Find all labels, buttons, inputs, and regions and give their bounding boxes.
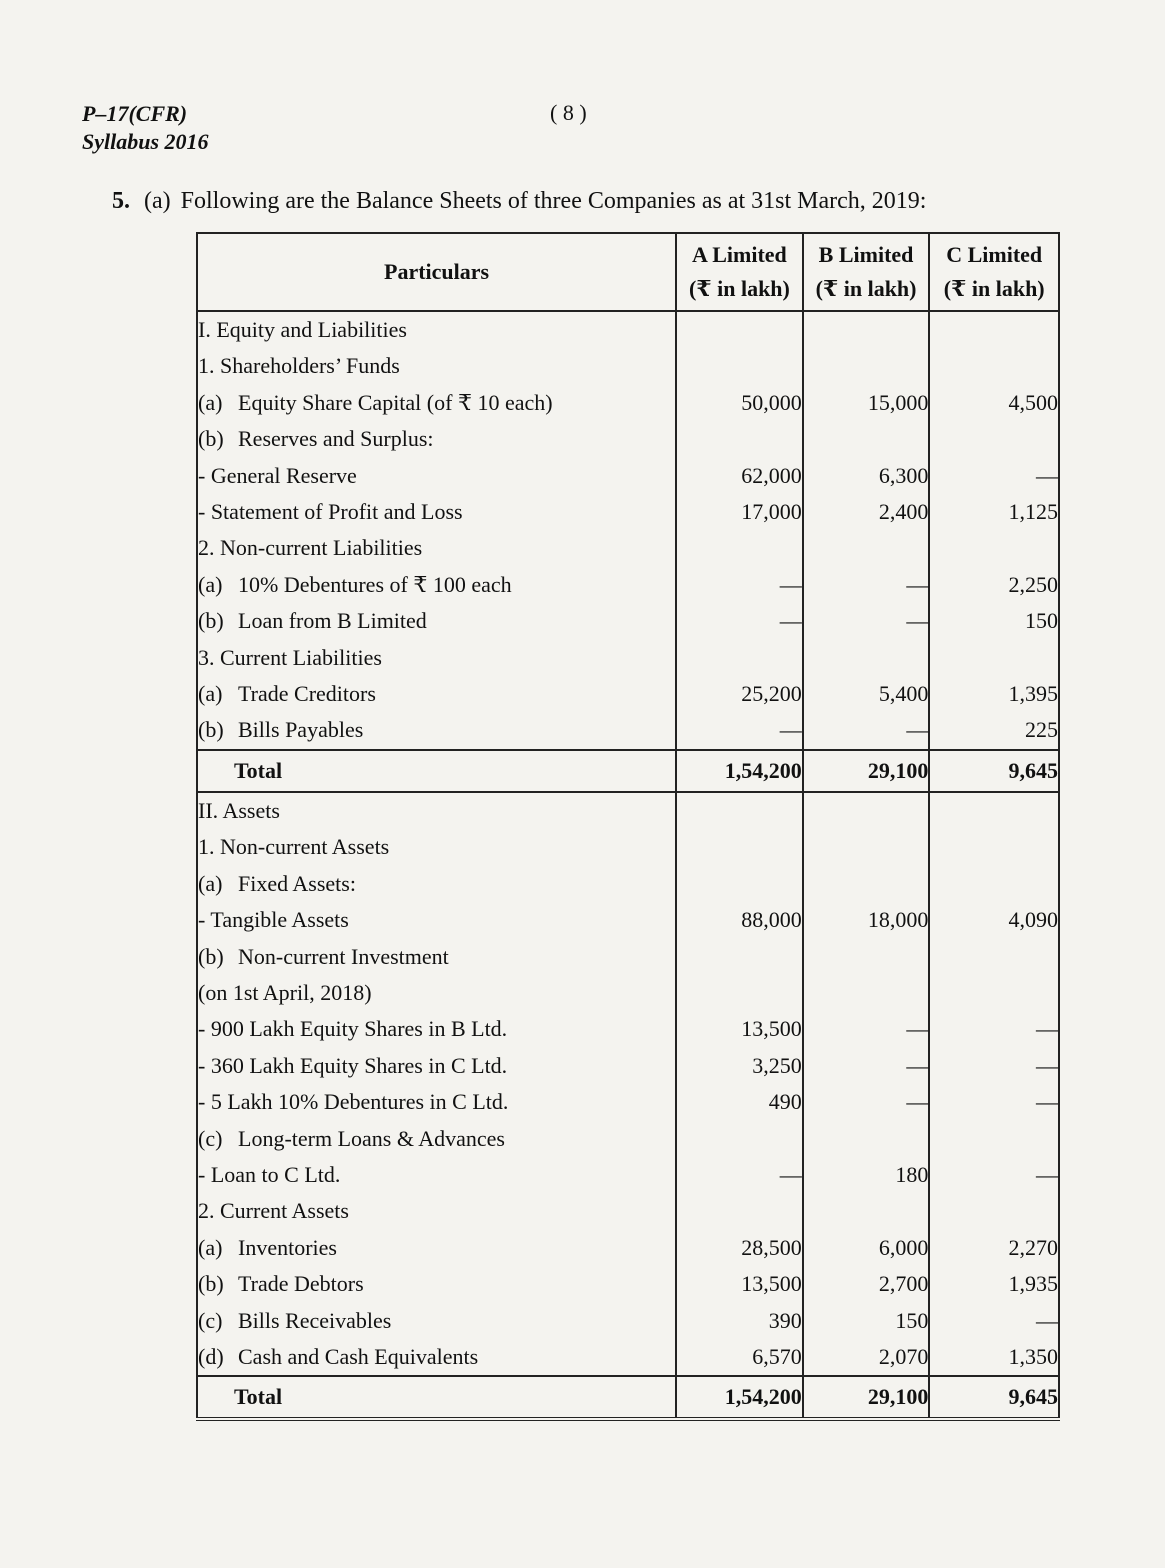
value-a: 6,570: [676, 1339, 803, 1376]
value-b: —: [803, 603, 930, 639]
value-b: [803, 530, 930, 566]
value-b: [803, 975, 930, 1011]
value-a: [676, 792, 803, 829]
value-c: —: [929, 1011, 1059, 1047]
value-b: 2,700: [803, 1266, 930, 1302]
table-row: [197, 1266, 1059, 1302]
table-row: [197, 1193, 1059, 1229]
row-label: (b) Bills Payables: [197, 712, 676, 749]
value-b: 2,070: [803, 1339, 930, 1376]
value-a: 28,500: [676, 1230, 803, 1266]
row-label: II. Assets: [197, 792, 676, 829]
row-label: (c) Bills Receivables: [197, 1303, 676, 1339]
value-b: 5,400: [803, 676, 930, 712]
value-c: 1,935: [929, 1266, 1059, 1302]
row-label: (a) Inventories: [197, 1230, 676, 1266]
question-text: Following are the Balance Sheets of three Companies as at 31st March, 2019:: [180, 188, 927, 214]
value-c: 150: [929, 603, 1059, 639]
value-b: [803, 640, 930, 676]
table-row: [197, 975, 1059, 1011]
row-enumerator: (a): [198, 1234, 223, 1260]
table-header-row: [197, 233, 1059, 311]
header-a-unit: (₹ in lakh): [688, 276, 790, 301]
value-c: —: [929, 1084, 1059, 1120]
table-row: [197, 1339, 1059, 1376]
value-a: —: [676, 603, 803, 639]
value-a: —: [676, 712, 803, 749]
value-c: 9,645: [929, 1376, 1059, 1419]
value-c: —: [929, 1303, 1059, 1339]
value-a: [676, 975, 803, 1011]
value-a: 62,000: [676, 458, 803, 494]
table-row: [197, 1011, 1059, 1047]
value-b: 2,400: [803, 494, 930, 530]
value-c: 4,090: [929, 902, 1059, 938]
value-c: [929, 939, 1059, 975]
value-b: —: [803, 712, 930, 749]
value-c: —: [929, 1048, 1059, 1084]
value-c: 1,350: [929, 1339, 1059, 1376]
header-b-name: B Limited: [818, 242, 914, 267]
value-c: [929, 975, 1059, 1011]
value-c: 1,395: [929, 676, 1059, 712]
value-a: 490: [676, 1084, 803, 1120]
value-a: 13,500: [676, 1266, 803, 1302]
value-c: 1,125: [929, 494, 1059, 530]
row-label: - 900 Lakh Equity Shares in B Ltd.: [197, 1011, 676, 1047]
row-label: Total: [197, 750, 676, 792]
value-a: 1,54,200: [676, 1376, 803, 1419]
total-row: [197, 750, 1059, 792]
value-c: [929, 792, 1059, 829]
row-enumerator: (b): [198, 1271, 224, 1297]
table-row: [197, 494, 1059, 530]
value-a: —: [676, 567, 803, 603]
value-a: [676, 348, 803, 384]
header-b-limited: [803, 233, 930, 311]
value-c: —: [929, 1157, 1059, 1193]
value-b: —: [803, 567, 930, 603]
table-row: [197, 348, 1059, 384]
value-b: [803, 1193, 930, 1229]
value-b: —: [803, 1011, 930, 1047]
header-b-unit: (₹ in lakh): [815, 276, 917, 301]
value-a: [676, 311, 803, 348]
value-a: [676, 1121, 803, 1157]
value-a: [676, 1193, 803, 1229]
value-c: 9,645: [929, 750, 1059, 792]
value-a: [676, 939, 803, 975]
value-b: [803, 792, 930, 829]
row-enumerator: (a): [198, 389, 223, 415]
table-row: [197, 866, 1059, 902]
row-enumerator: (a): [198, 870, 223, 896]
value-c: [929, 866, 1059, 902]
value-c: 225: [929, 712, 1059, 749]
row-label: - 360 Lakh Equity Shares in C Ltd.: [197, 1048, 676, 1084]
table-row: [197, 1303, 1059, 1339]
value-c: [929, 1121, 1059, 1157]
row-label: (c) Long-term Loans & Advances: [197, 1121, 676, 1157]
table-row: [197, 1121, 1059, 1157]
row-enumerator: (b): [198, 943, 224, 969]
total-row: [197, 1376, 1059, 1419]
row-label: I. Equity and Liabilities: [197, 311, 676, 348]
value-b: —: [803, 1048, 930, 1084]
value-c: 2,270: [929, 1230, 1059, 1266]
table-row: [197, 1230, 1059, 1266]
value-a: 25,200: [676, 676, 803, 712]
value-c: [929, 348, 1059, 384]
row-enumerator: (b): [198, 717, 224, 743]
value-c: —: [929, 458, 1059, 494]
value-a: [676, 866, 803, 902]
value-b: [803, 939, 930, 975]
row-label: - Statement of Profit and Loss: [197, 494, 676, 530]
value-b: —: [803, 1084, 930, 1120]
table-row: [197, 676, 1059, 712]
row-label: (b) Trade Debtors: [197, 1266, 676, 1302]
row-label: (a) Trade Creditors: [197, 676, 676, 712]
value-c: [929, 1193, 1059, 1229]
row-label: (b) Loan from B Limited: [197, 603, 676, 639]
row-label: Total: [197, 1376, 676, 1419]
value-b: [803, 311, 930, 348]
table-row: [197, 640, 1059, 676]
row-label: - 5 Lakh 10% Debentures in C Ltd.: [197, 1084, 676, 1120]
value-c: [929, 530, 1059, 566]
value-b: 18,000: [803, 902, 930, 938]
value-b: [803, 348, 930, 384]
table-row: [197, 939, 1059, 975]
value-a: —: [676, 1157, 803, 1193]
value-c: [929, 829, 1059, 865]
table-row: [197, 311, 1059, 348]
table-row: [197, 829, 1059, 865]
table-row: [197, 902, 1059, 938]
row-label: (a) Fixed Assets:: [197, 866, 676, 902]
value-c: [929, 640, 1059, 676]
header-particulars: Particulars: [197, 233, 676, 311]
row-label: 2. Current Assets: [197, 1193, 676, 1229]
table-row: [197, 530, 1059, 566]
row-enumerator: (b): [198, 426, 224, 452]
value-b: [803, 1121, 930, 1157]
value-b: 150: [803, 1303, 930, 1339]
row-label: - Loan to C Ltd.: [197, 1157, 676, 1193]
value-b: 29,100: [803, 750, 930, 792]
value-b: 15,000: [803, 385, 930, 421]
table-row: [197, 458, 1059, 494]
table-body: [197, 311, 1059, 1419]
row-label: - Tangible Assets: [197, 902, 676, 938]
table-row: [197, 1048, 1059, 1084]
row-label: - General Reserve: [197, 458, 676, 494]
table-row: [197, 712, 1059, 749]
value-a: 13,500: [676, 1011, 803, 1047]
row-label: (b) Non-current Investment: [197, 939, 676, 975]
row-enumerator: (a): [198, 571, 223, 597]
balance-sheet-table: [196, 232, 1060, 1421]
value-a: 390: [676, 1303, 803, 1339]
row-label: (b) Reserves and Surplus:: [197, 421, 676, 457]
value-a: 88,000: [676, 902, 803, 938]
value-b: [803, 421, 930, 457]
value-a: 1,54,200: [676, 750, 803, 792]
row-label: (a) 10% Debentures of ₹ 100 each: [197, 567, 676, 603]
table-row: [197, 792, 1059, 829]
header-c-name: C Limited: [946, 242, 1043, 267]
value-b: 6,000: [803, 1230, 930, 1266]
question-number: 5.: [112, 188, 130, 214]
value-b: 180: [803, 1157, 930, 1193]
paper-code: P–17(CFR): [82, 101, 188, 126]
row-label: (d) Cash and Cash Equivalents: [197, 1339, 676, 1376]
document-header: [82, 100, 209, 156]
value-a: [676, 640, 803, 676]
value-b: [803, 866, 930, 902]
table-row: [197, 421, 1059, 457]
question-part: (a): [144, 188, 171, 214]
row-label: 2. Non-current Liabilities: [197, 530, 676, 566]
row-label: 1. Shareholders’ Funds: [197, 348, 676, 384]
question-stem: [112, 188, 926, 215]
table-row: [197, 1084, 1059, 1120]
header-c-unit: (₹ in lakh): [943, 276, 1045, 301]
value-b: 6,300: [803, 458, 930, 494]
value-b: 29,100: [803, 1376, 930, 1419]
value-a: [676, 421, 803, 457]
row-enumerator: (b): [198, 608, 224, 634]
value-c: 4,500: [929, 385, 1059, 421]
table-row: [197, 1157, 1059, 1193]
header-a-name: A Limited: [692, 242, 787, 267]
syllabus-label: Syllabus 2016: [82, 129, 209, 154]
row-enumerator: (c): [198, 1307, 223, 1333]
value-c: [929, 311, 1059, 348]
page-number: ( 8 ): [550, 100, 587, 125]
header-c-limited: [929, 233, 1059, 311]
value-c: [929, 421, 1059, 457]
value-a: 17,000: [676, 494, 803, 530]
value-b: [803, 829, 930, 865]
row-label: (a) Equity Share Capital (of ₹ 10 each): [197, 385, 676, 421]
row-label: 3. Current Liabilities: [197, 640, 676, 676]
row-enumerator: (d): [198, 1343, 224, 1369]
value-c: 2,250: [929, 567, 1059, 603]
row-enumerator: (c): [198, 1125, 223, 1151]
value-a: [676, 530, 803, 566]
table-row: [197, 385, 1059, 421]
value-a: 3,250: [676, 1048, 803, 1084]
value-a: [676, 829, 803, 865]
value-a: 50,000: [676, 385, 803, 421]
header-a-limited: [676, 233, 803, 311]
table-row: [197, 567, 1059, 603]
row-label: 1. Non-current Assets: [197, 829, 676, 865]
row-label: (on 1st April, 2018): [197, 975, 676, 1011]
table-row: [197, 603, 1059, 639]
row-enumerator: (a): [198, 681, 223, 707]
